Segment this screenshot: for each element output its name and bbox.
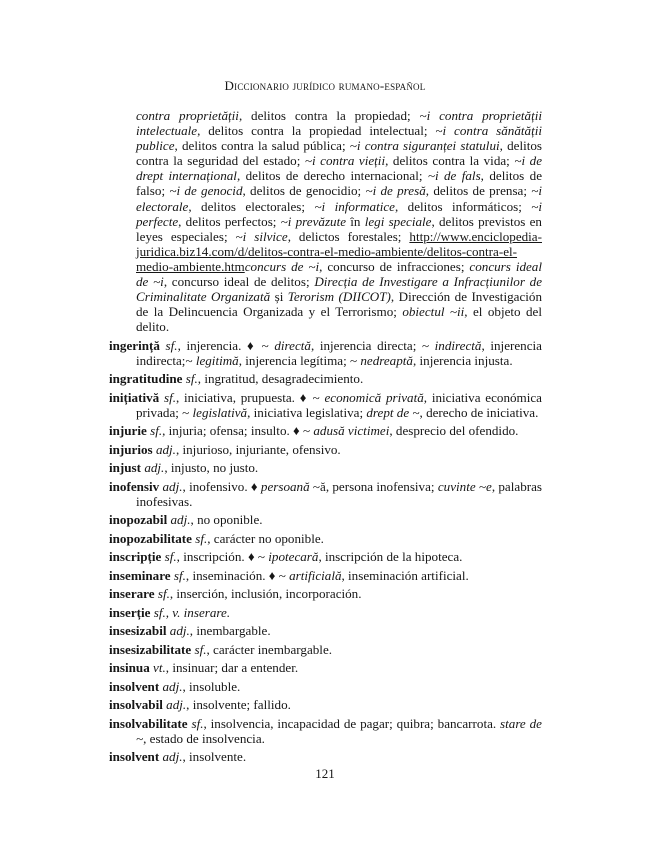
headword: insolvabil [109, 697, 163, 713]
italic-text: adj. [162, 749, 183, 765]
text-run: , insolvente. [182, 749, 247, 765]
italic-text: ~i prevăzute [280, 213, 347, 229]
headword: inopozabil [109, 512, 168, 528]
text-run: , delitos contra la vida; [385, 153, 515, 169]
italic-text: ~i de presă [365, 183, 426, 199]
text-run: , desprecio del ofendido. [389, 423, 519, 439]
text-run: , iniciativa, prupuesta. ♦ ~ [175, 389, 325, 405]
text-run: și [270, 289, 288, 305]
text-run: , injurioso, injuriante, ofensivo. [175, 441, 341, 457]
text-run: , no oponible. [190, 512, 263, 528]
text-run: , iniciativa legislativa; [247, 404, 367, 420]
italic-text: sf. [173, 567, 186, 583]
text-run: , delitos de prensa; [425, 183, 532, 199]
italic-text: sf. [185, 371, 198, 387]
dictionary-entry [109, 715, 542, 746]
text-run: , delitos de falso; [136, 168, 543, 199]
entry-list [109, 338, 542, 765]
italic-text: ~i de genocid [169, 183, 243, 199]
headword: inserție [109, 604, 151, 620]
italic-text: directă [274, 337, 311, 353]
italic-text: sf. [195, 530, 208, 546]
text-run: , delitos de derecho internacional; [236, 168, 428, 184]
headword: injust [109, 460, 142, 476]
italic-text: legi speciale [364, 213, 432, 229]
italic-text: ~i de fals [427, 168, 481, 184]
text-run: , delitos contra la seguridad del estado; [136, 138, 543, 169]
italic-text: ~i de drept internațional [136, 153, 543, 184]
text-run: , delitos contra la propiedad; [238, 108, 420, 123]
dictionary-entry [109, 530, 542, 546]
italic-text: adj. [170, 512, 191, 528]
headword: inofensiv [109, 478, 160, 494]
italic-text: indirectă [434, 337, 482, 353]
text-run: , injusto, no justo. [164, 460, 259, 476]
text-run: , inembargable. [189, 623, 271, 639]
text-run: ~ă, persona inofensiva; [309, 478, 438, 494]
italic-text: adj. [162, 478, 183, 494]
page-number: 121 [315, 766, 335, 781]
text-run: , el objeto del delito. [136, 304, 543, 335]
text-run: , insoluble. [182, 678, 241, 694]
italic-text: sf. [164, 549, 177, 565]
italic-text: cuvinte ~e [437, 478, 492, 494]
dictionary-body [109, 108, 542, 764]
text-run: , Dirección de Investigación de la Delincuencia Organizada y el Terrorismo; [136, 289, 542, 320]
italic-text: sf., v. inserare. [153, 604, 231, 620]
text-run: , delictos forestales; [287, 228, 410, 244]
url-link[interactable]: http://www.enciclopedia-juridica.biz14.com/d/delitos-contra-el-medio-ambiente/delitos-contra-el-medio-ambiente.htm [136, 228, 542, 274]
continuation-paragraph [136, 108, 542, 334]
italic-text: nedreaptă [360, 352, 413, 368]
headword: ingratitudine [109, 371, 183, 387]
text-run: , delitos electorales; [188, 198, 315, 214]
text-run: , delitos perfectos; [178, 213, 281, 229]
italic-text: vt. [153, 660, 166, 676]
text-run: , injerencia legítima; ~ [238, 352, 361, 368]
text-run: , inseminación. ♦ ~ [185, 567, 290, 583]
dictionary-entry [109, 586, 542, 602]
text-run: , inserción, inclusión, incorporación. [169, 586, 362, 602]
headword: insesizabil [109, 623, 167, 639]
headword: insinua [109, 660, 150, 676]
italic-text: adj. [144, 460, 165, 476]
italic-text: sf. [165, 337, 178, 353]
italic-text: contra proprietății [136, 108, 239, 123]
italic-text: economică privată [324, 389, 424, 405]
text-run: , iniciativa económica privada; ~ [136, 389, 542, 420]
text-run: , injerencia directa; ~ [310, 337, 435, 353]
italic-text: concurs ideal de ~i [136, 258, 542, 290]
dictionary-entry [109, 641, 542, 657]
dictionary-entry [109, 423, 542, 439]
italic-text: ~i contra vieții [304, 153, 386, 169]
text-run: , estado de insolvencia. [143, 730, 265, 746]
headword: ingerință [109, 337, 160, 353]
text-run: , inofensivo. ♦ [182, 478, 261, 494]
italic-text: adj. [169, 623, 190, 639]
text-run: , carácter inembargable. [206, 641, 333, 657]
text-run: , delitos de genocidio; [242, 183, 366, 199]
text-run: , injerencia indirecta;~ [136, 337, 542, 368]
headword: inițiativă [109, 389, 160, 405]
dictionary-entry [109, 371, 542, 387]
italic-text: adj. [162, 678, 183, 694]
italic-text: ~i perfecte [136, 198, 543, 229]
text-run: , delitos informáticos; [394, 198, 532, 214]
text-run: , derecho de iniciativa. [419, 404, 539, 420]
text-run: , palabras inofesivas. [136, 478, 543, 509]
italic-text: adusă victimei [313, 423, 390, 439]
italic-text: sf. [163, 389, 176, 405]
headword: inopozabilitate [109, 530, 192, 546]
text-run: , delitos contra la propiedad intelectual; [197, 123, 436, 139]
italic-text: sf. [157, 586, 170, 602]
dictionary-entry [109, 604, 542, 620]
italic-text: adj. [155, 441, 176, 457]
running-head: Diccionario jurídico rumano-español [224, 78, 426, 93]
italic-text: obiectul ~ii [402, 304, 465, 320]
italic-text: ~i contra siguranței statului [349, 138, 500, 154]
italic-text: legitimă [195, 352, 239, 368]
text-run: , insolvente; fallido. [186, 697, 291, 713]
italic-text: ~i electorale [136, 183, 543, 214]
italic-text: drept de ~ [366, 404, 420, 420]
text-run: , ingratitud, desagradecimiento. [197, 371, 364, 387]
dictionary-entry [109, 678, 542, 694]
text-run: , injuria; ofensa; insulto. ♦ ~ [162, 423, 314, 439]
italic-text: Terorism (DIICOT) [287, 289, 391, 305]
italic-text: legislativă [192, 404, 248, 420]
text-run: , injerencia injusta. [412, 352, 513, 368]
dictionary-entry [109, 567, 542, 583]
dictionary-entry [109, 623, 542, 639]
dictionary-entry [109, 549, 542, 565]
headword: injurie [109, 423, 147, 439]
italic-text: concurs de ~i [244, 258, 320, 274]
text-run: , injerencia. ♦ ~ [177, 337, 275, 353]
dictionary-entry [109, 441, 542, 457]
italic-text: persoană [260, 478, 310, 494]
headword: insolvabilitate [109, 715, 188, 731]
text-run: , concurso ideal de delitos; [163, 274, 315, 290]
text-run: , concurso de infracciones; [319, 258, 470, 274]
headword: insolvent [109, 749, 160, 765]
text-run: , inscripción. ♦ ~ [176, 549, 269, 565]
text-run: , delitos previstos en leyes especiales; [136, 213, 542, 244]
italic-text: ipotecară [268, 549, 319, 565]
text-run: , inscripción de la hipoteca. [318, 549, 463, 565]
dictionary-entry [109, 460, 542, 476]
text-run: , insinuar; dar a entender. [165, 660, 299, 676]
italic-text: sf. [150, 423, 163, 439]
italic-text: artificială [289, 567, 342, 583]
dictionary-entry [109, 389, 542, 420]
italic-text: ~i contra proprietății intelectuale [136, 108, 543, 139]
text-run: , inseminación artificial. [341, 567, 469, 583]
text-run: în [346, 213, 365, 229]
headword: inserare [109, 586, 155, 602]
headword: insesizabilitate [109, 641, 192, 657]
headword: insolvent [109, 678, 160, 694]
italic-text: stare de ~ [136, 715, 542, 746]
dictionary-entry [109, 478, 543, 509]
italic-text: ~i contra sănătății publice [136, 123, 542, 154]
text-run: , insolvencia, incapacidad de pagar; quibra; bancarrota. [203, 715, 501, 731]
dictionary-entry [109, 697, 542, 713]
italic-text: ~i informatice [314, 198, 395, 214]
italic-text: sf. [191, 715, 204, 731]
headword: inseminare [109, 567, 171, 583]
dictionary-entry [109, 660, 542, 676]
dictionary-entry [109, 512, 542, 528]
text-run: , carácter no oponible. [207, 530, 324, 546]
italic-text: ~i silvice [235, 228, 288, 244]
italic-text: sf. [194, 641, 207, 657]
italic-text: adj. [166, 697, 187, 713]
text-run: , delitos contra la salud pública; [174, 138, 350, 154]
headword: injurios [109, 441, 153, 457]
italic-text: Direcția de Investigare a Infracțiunilor de Criminalitate Organizată [136, 274, 543, 305]
headword: inscripție [109, 549, 162, 565]
dictionary-entry [109, 337, 542, 368]
dictionary-entry [109, 749, 542, 765]
